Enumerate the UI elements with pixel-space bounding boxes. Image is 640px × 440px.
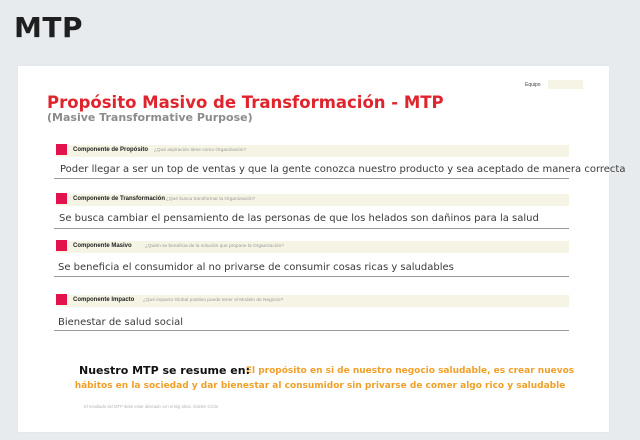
section-question: ¿Qué busca transformar la Organización?	[166, 197, 256, 202]
footnote: El resultado del MTP debe estar alineado con el Big Ideal, Golden Circle	[84, 404, 219, 409]
answer-impacto[interactable]: Bienestar de salud social	[58, 317, 183, 328]
section-header-proposito	[56, 145, 569, 157]
section-header-impacto	[56, 295, 569, 307]
section-label: Componente de Transformación	[73, 196, 166, 202]
document-subtitle: (Masive Transformative Purpose)	[47, 111, 253, 124]
section-label: Componente Impacto	[73, 297, 135, 303]
section-marker-icon	[56, 144, 67, 155]
section-marker-icon	[56, 240, 67, 251]
page-header-title: MTP	[14, 11, 83, 44]
answer-masivo[interactable]: Se beneficia el consumidor al no privarse de consumir cosas ricas y saludables	[58, 262, 454, 273]
section-marker-icon	[56, 294, 67, 305]
section-label: Componente de Propósito	[73, 147, 148, 153]
document-sheet	[18, 66, 626, 432]
answer-underline	[54, 276, 569, 277]
section-header-transformacion	[56, 194, 569, 206]
answer-underline	[54, 228, 569, 229]
section-header-masivo	[56, 241, 569, 253]
equipo-field[interactable]	[548, 80, 583, 89]
answer-underline	[54, 330, 569, 331]
answer-underline	[54, 178, 569, 179]
document-title: Propósito Masivo de Transformación - MTP	[47, 93, 444, 112]
section-marker-icon	[56, 193, 67, 204]
equipo-label: Equipo	[525, 82, 541, 88]
section-question: ¿Quién se beneficia de la solución que propone la Organización?	[145, 244, 284, 249]
answer-proposito[interactable]: Poder llegar a ser un top de ventas y que la gente conozca nuestro producto y sea aceptado de manera correcta	[60, 164, 626, 175]
section-label: Componente Masivo	[73, 243, 132, 249]
summary-text[interactable]: El propósito en si de nuestro negocio saludable, es crear nuevos hábitos en la sociedad y dar bienestar al consumidor sin privarse de comer algo rico y saludable	[74, 366, 575, 391]
section-question: ¿Qué aspiración tiene como Organización?	[154, 148, 247, 153]
answer-transformacion[interactable]: Se busca cambiar el pensamiento de las personas de que los helados son dañinos para la salud	[59, 213, 539, 224]
section-question: ¿Qué impacto Global positivo puede tener el Modelo de Negocio?	[143, 298, 284, 303]
summary-label: Nuestro MTP se resume en:	[79, 364, 250, 377]
